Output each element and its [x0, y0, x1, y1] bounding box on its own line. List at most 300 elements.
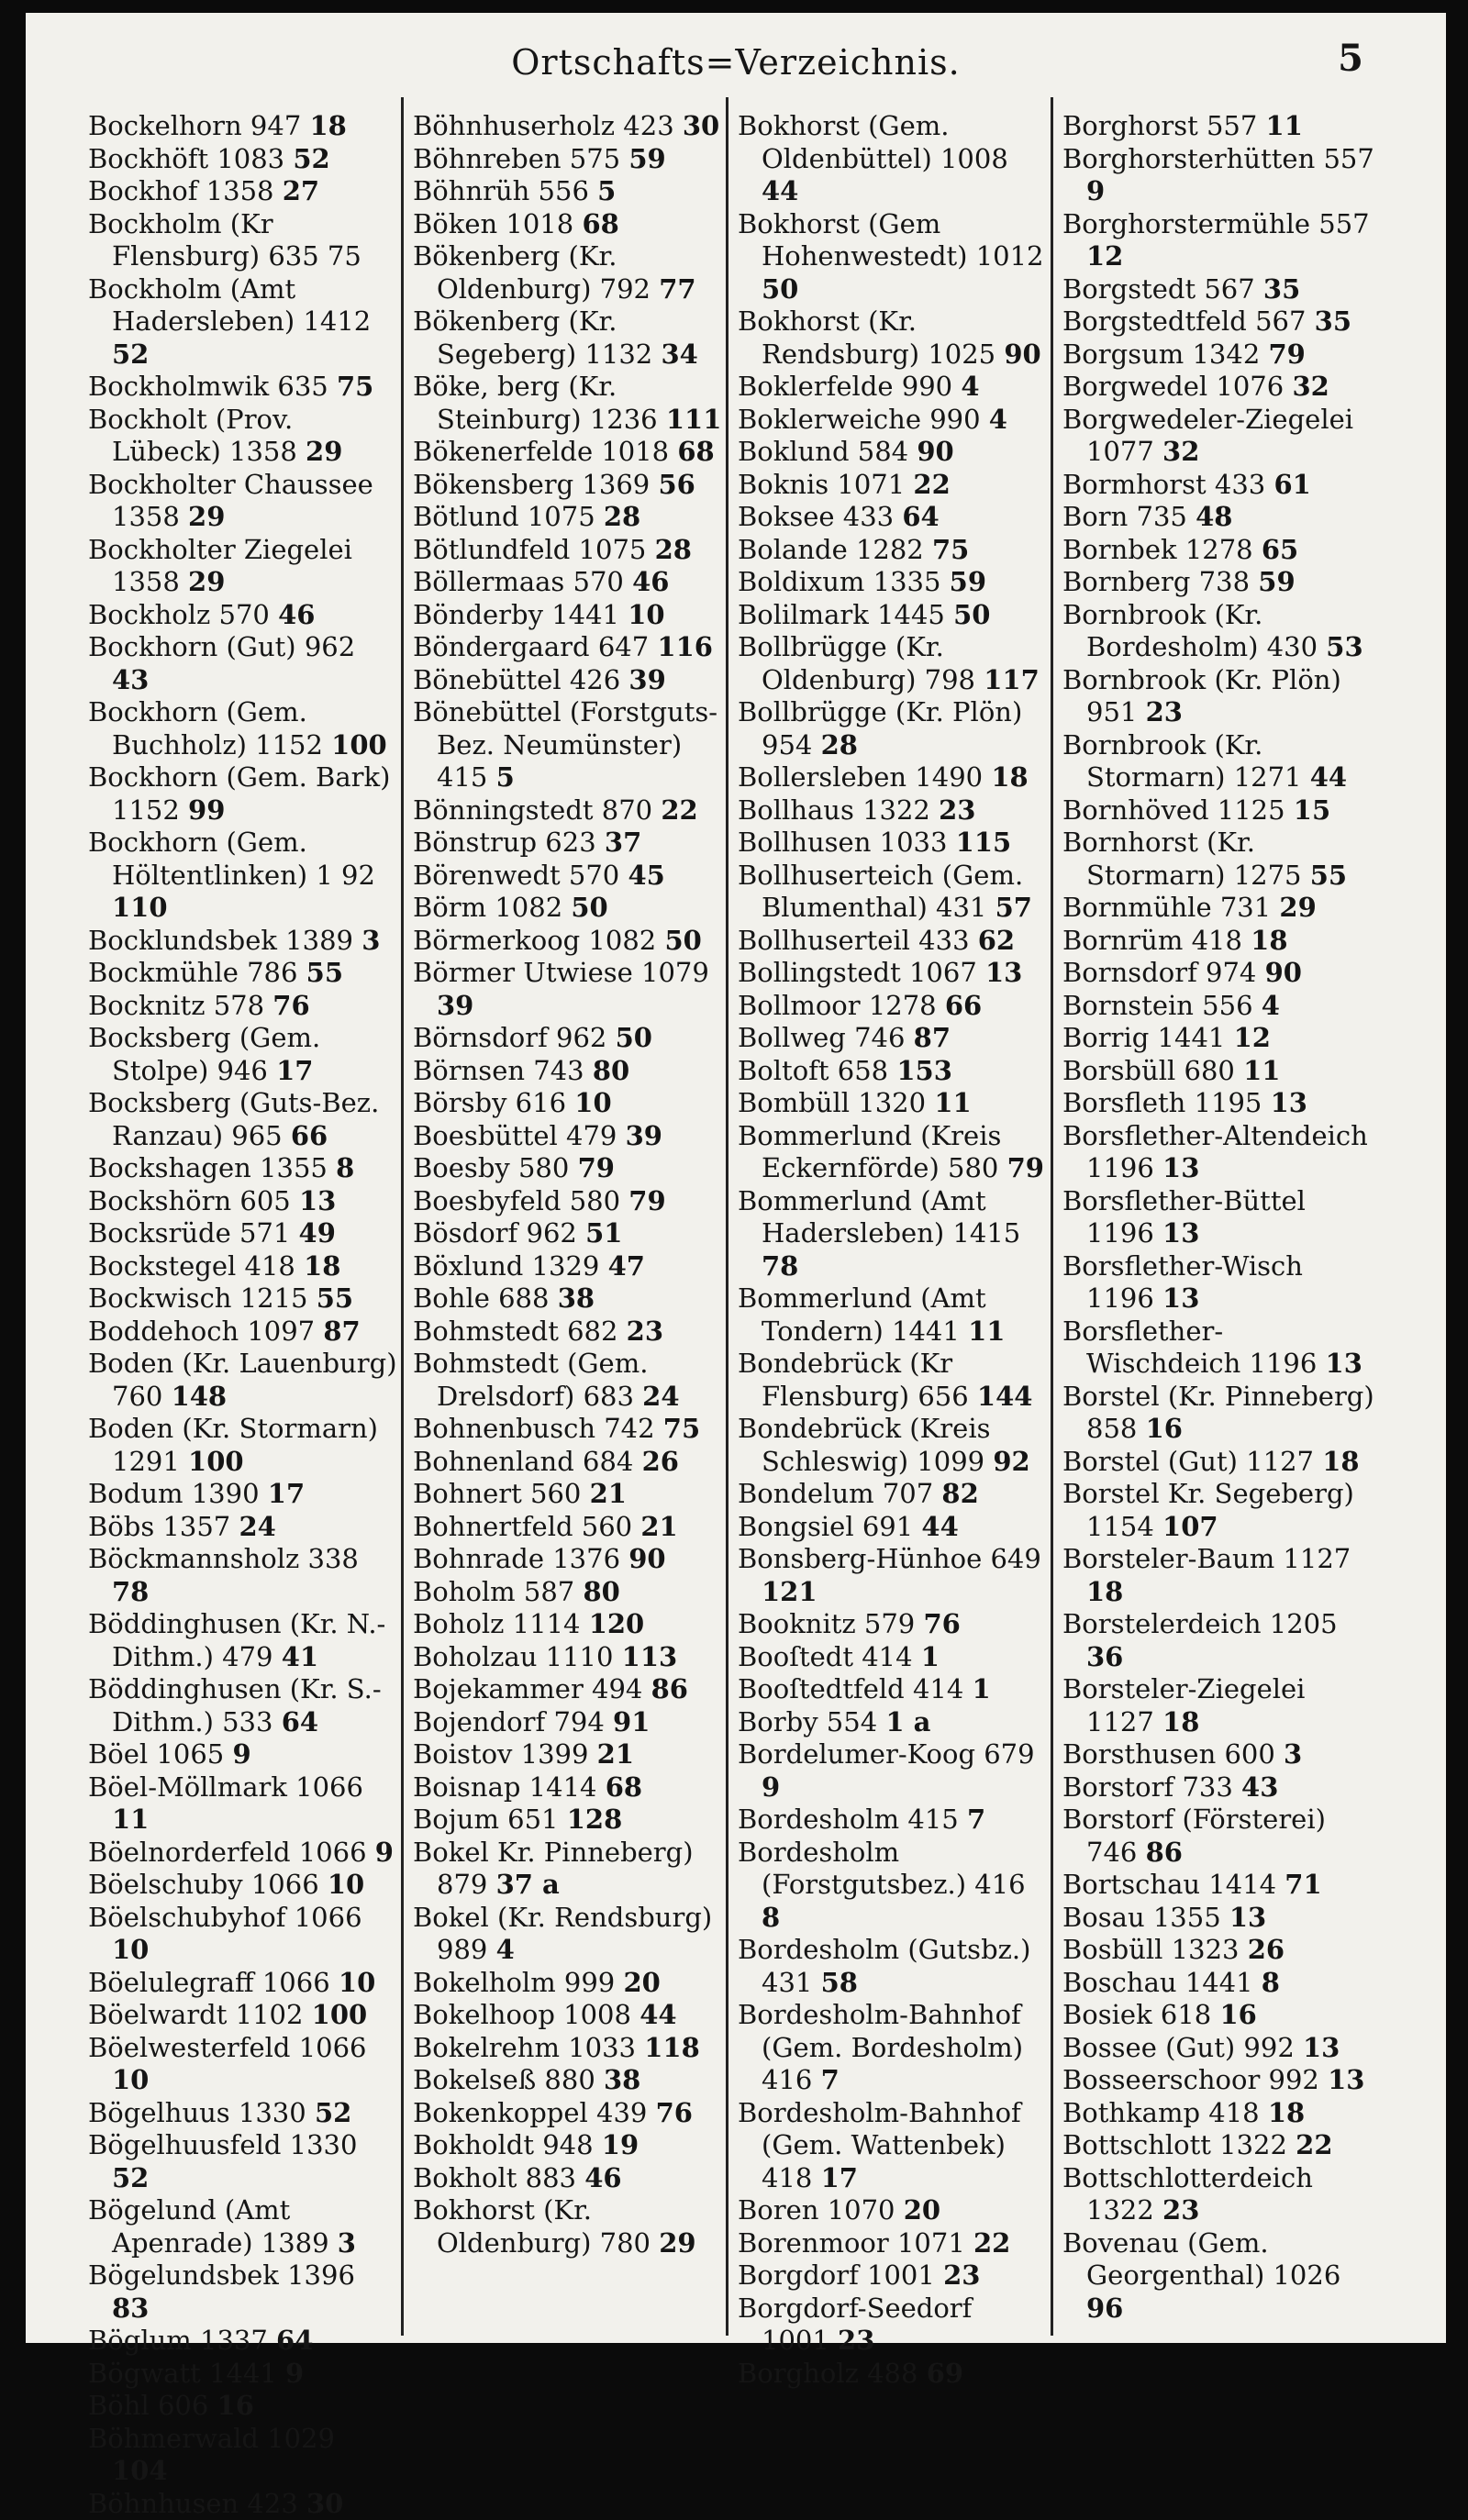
reference-number: 12 [1086, 240, 1123, 272]
place-name: Bodum 1390 [88, 1478, 260, 1509]
place-name: Bockshagen 1355 [88, 1152, 328, 1183]
reference-number: 9 [232, 1738, 250, 1770]
place-name: Börmer Utwiese 1079 [413, 957, 709, 988]
index-entry [413, 1771, 722, 1804]
reference-number: 38 [558, 1282, 595, 1314]
reference-number: 100 [312, 1999, 368, 2030]
place-name: Borstelerdeich 1205 [1062, 1608, 1338, 1639]
place-name: Bögwatt 1441 [88, 2358, 277, 2389]
reference-number: 16 [217, 2390, 254, 2421]
reference-number: 87 [323, 1316, 360, 1347]
index-entry [738, 696, 1047, 761]
place-name: Bollbrügge (Kr. Plön) 954 [738, 696, 1022, 760]
index-entry [88, 2259, 397, 2325]
place-name: Bokel Kr. Pinneberg) 879 [413, 1837, 694, 1901]
place-name: Borghorstermühle 557 [1062, 208, 1370, 239]
place-name: Böhnrüh 556 [413, 175, 589, 206]
reference-number: 55 [317, 1282, 353, 1314]
place-name: Bommerlund (Kreis Eckernförde) 580 [738, 1120, 1001, 1184]
place-name: Bornrüm 418 [1062, 925, 1242, 956]
place-name: Bordesholm-Bahnhof (Gem. Bordesholm) 416 [738, 1999, 1023, 2095]
index-entry [88, 208, 397, 273]
reference-number: 9 [1086, 175, 1105, 206]
place-name: Bögelhuus 1330 [88, 2097, 306, 2128]
place-name: Bornberg 738 [1062, 566, 1250, 597]
index-entry [1062, 957, 1374, 990]
place-name: Bökensberg 1369 [413, 469, 650, 500]
index-entry [738, 1087, 1047, 1120]
reference-number: 59 [1258, 566, 1295, 597]
place-name: Boschau 1441 [1062, 1967, 1253, 1998]
reference-number: 4 [989, 404, 1007, 435]
reference-number: 11 [1243, 1055, 1280, 1086]
place-name: Bockhorn (Gem. Bark) 1152 [88, 761, 390, 826]
place-name: Bojendorf 794 [413, 1706, 605, 1737]
place-name: Bohnertfeld 560 [413, 1511, 632, 1542]
place-name: Bockwisch 1215 [88, 1282, 308, 1314]
reference-number: 57 [995, 892, 1032, 923]
reference-number: 52 [112, 2162, 149, 2193]
index-entry [1062, 1608, 1374, 1673]
index-entry [413, 1348, 722, 1413]
place-name: Borghorst 557 [1062, 110, 1257, 141]
reference-number: 50 [664, 925, 701, 956]
place-name: Borrig 1441 [1062, 1022, 1225, 1053]
place-name: Bosiek 618 [1062, 1999, 1211, 2030]
index-entry [88, 1673, 397, 1738]
index-entry [413, 1576, 722, 1609]
place-name: Bommerlund (Amt Tondern) 1441 [738, 1282, 986, 1347]
place-name: Bormhorst 433 [1062, 469, 1265, 500]
index-entry [738, 469, 1047, 502]
index-entry [88, 1967, 397, 2000]
reference-number: 35 [1263, 273, 1300, 305]
place-name: Bönebüttel 426 [413, 664, 620, 695]
index-entry [413, 1641, 722, 1674]
place-name: Boren 1070 [738, 2194, 895, 2226]
index-entry [88, 1022, 397, 1087]
index-entry [88, 1087, 397, 1152]
place-name: Böelulegraff 1066 [88, 1967, 330, 1998]
place-name: Böelschubyhof 1066 [88, 1902, 362, 1933]
index-entry [1062, 2032, 1374, 2065]
place-name: Bötlundfeld 1075 [413, 534, 646, 565]
index-entry [88, 1543, 397, 1608]
index-entry [413, 827, 722, 860]
index-entry [413, 1478, 722, 1511]
reference-number: 34 [661, 339, 697, 370]
index-entry [88, 990, 397, 1023]
index-entry [1062, 1934, 1374, 1967]
place-name: Bordesholm 415 [738, 1804, 959, 1835]
index-entry [738, 631, 1047, 696]
place-name: Borenmoor 1071 [738, 2227, 965, 2259]
reference-number: 128 [567, 1804, 623, 1835]
place-name: Böckmannsholz 338 [88, 1543, 359, 1574]
place-name: Bockholm (Kr Flensburg) 635 75 [88, 208, 361, 272]
reference-number: 11 [934, 1087, 971, 1118]
place-name: Böken 1018 [413, 208, 573, 239]
place-name: Börenwedt 570 [413, 860, 619, 891]
place-name: Borsfleth 1195 [1062, 1087, 1262, 1118]
index-entry [413, 1738, 722, 1771]
index-entry [88, 1478, 397, 1511]
place-name: Bönstrup 623 [413, 827, 596, 858]
index-entry [88, 1771, 397, 1837]
index-entry [413, 1152, 722, 1185]
place-name: Bondebrück (Kr Flensburg) 656 [738, 1348, 969, 1412]
reference-number: 115 [956, 827, 1012, 858]
place-name: Borgsum 1342 [1062, 339, 1260, 370]
place-name: Börnsdorf 962 [413, 1022, 606, 1053]
index-entry [738, 1706, 1047, 1739]
place-name: Borgwedel 1076 [1062, 371, 1284, 402]
index-entry [738, 2259, 1047, 2292]
index-entry [413, 1022, 722, 1055]
index-entry [1062, 566, 1374, 599]
place-name: Bohnrade 1376 [413, 1543, 620, 1574]
reference-number: 91 [613, 1706, 650, 1737]
index-entry [413, 143, 722, 176]
place-name: Bokhorst (Kr. Oldenburg) 780 [413, 2194, 651, 2259]
reference-number: 44 [1310, 761, 1347, 793]
index-entry [1062, 2129, 1374, 2162]
place-name: Bocksberg (Guts-Bez. Ranzau) 965 [88, 1087, 379, 1151]
index-entry [413, 1185, 722, 1218]
index-entry [1062, 1967, 1374, 2000]
place-name: Bockholmwik 635 [88, 371, 328, 402]
reference-number: 39 [628, 664, 665, 695]
index-entry [1062, 1804, 1374, 1869]
index-entry [413, 566, 722, 599]
reference-number: 68 [677, 436, 714, 467]
index-entry [738, 761, 1047, 794]
place-name: Bombüll 1320 [738, 1087, 926, 1118]
reference-number: 100 [331, 729, 387, 760]
reference-number: 80 [583, 1576, 619, 1607]
place-name: Borstorf (Försterei) 746 [1062, 1804, 1326, 1868]
place-name: Boholm 587 [413, 1576, 574, 1607]
index-entry [413, 436, 722, 469]
reference-number: 10 [112, 2064, 149, 2095]
place-name: Bökenberg (Kr. Segeberg) 1132 [413, 305, 652, 370]
index-entry [738, 599, 1047, 632]
index-entry [413, 110, 722, 143]
index-entry [413, 1282, 722, 1316]
place-name: Boesbüttel 479 [413, 1120, 617, 1151]
reference-number: 52 [315, 2097, 351, 2128]
index-entry [413, 1055, 722, 1088]
index-entry [738, 957, 1047, 990]
reference-number: 80 [593, 1055, 629, 1086]
reference-number: 90 [1004, 339, 1040, 370]
place-name: Bokholdt 948 [413, 2129, 594, 2160]
page-number: 5 [1338, 37, 1363, 80]
place-name: Bossеerschoor 992 [1062, 2064, 1319, 2095]
reference-number: 13 [1303, 2032, 1340, 2063]
reference-number: 43 [112, 664, 149, 695]
place-name: Bottschlott 1322 [1062, 2129, 1287, 2160]
index-entry [88, 2194, 397, 2259]
index-entry [88, 2325, 397, 2358]
index-entry [738, 794, 1047, 827]
index-entry [88, 957, 397, 990]
reference-number: 24 [239, 1511, 275, 1542]
reference-number: 18 [1086, 1576, 1123, 1607]
place-name: Born 735 [1062, 501, 1187, 532]
reference-number: 43 [1241, 1771, 1278, 1803]
reference-number: 59 [628, 143, 665, 174]
reference-number: 27 [283, 175, 319, 206]
index-entry [1062, 1055, 1374, 1088]
place-name: Boden (Kr. Stormarn) 1291 [88, 1413, 378, 1477]
place-name: Bokhorst (Kr. Rendsburg) 1025 [738, 305, 995, 370]
reference-number: 48 [1196, 501, 1232, 532]
place-name: Böhnhuserholz 423 [413, 110, 674, 141]
reference-number: 18 [1162, 1706, 1199, 1737]
reference-number: 20 [904, 2194, 940, 2226]
reference-number: 52 [112, 339, 149, 370]
reference-number: 3 [1284, 1738, 1302, 1770]
place-name: Bordesholm (Gutsbz.) 431 [738, 1934, 1030, 1998]
place-name: Bockholz 570 [88, 599, 270, 630]
reference-number: 11 [968, 1316, 1005, 1347]
reference-number: 18 [1322, 1446, 1359, 1477]
place-name: Borgwedeler-Ziegelei 1077 [1062, 404, 1353, 468]
index-entry [88, 1902, 397, 1967]
place-name: Bokelrehm 1033 [413, 2032, 636, 2063]
index-entry [738, 1478, 1047, 1511]
reference-number: 23 [1146, 696, 1183, 727]
place-name: Boltoft 658 [738, 1055, 888, 1086]
index-entry [738, 827, 1047, 860]
place-name: Borsbüll 680 [1062, 1055, 1235, 1086]
reference-number: 90 [628, 1543, 665, 1574]
reference-number: 44 [921, 1511, 958, 1542]
index-column-2 [404, 97, 728, 2336]
index-entry [1062, 1543, 1374, 1608]
reference-number: 29 [306, 436, 342, 467]
place-name: Boholz 1114 [413, 1608, 580, 1639]
reference-number: 32 [1292, 371, 1329, 402]
place-name: Borgdorf 1001 [738, 2259, 935, 2291]
place-name: Borgstedt 567 [1062, 273, 1255, 305]
reference-number: 8 [762, 1902, 780, 1933]
reference-number: 79 [578, 1152, 615, 1183]
place-name: Bögelhuusfeld 1330 [88, 2129, 357, 2160]
index-entry [738, 2227, 1047, 2260]
reference-number: 117 [984, 664, 1040, 695]
index-entry [413, 2129, 722, 2162]
reference-number: 28 [821, 729, 858, 760]
place-name: Bornbrook (Kr. Stormarn) 1271 [1062, 729, 1302, 794]
place-name: Bohnenland 684 [413, 1446, 633, 1477]
place-name: Boholzau 1110 [413, 1641, 613, 1672]
reference-number: 12 [1234, 1022, 1271, 1053]
reference-number: 46 [584, 2162, 621, 2193]
index-entry [1062, 1022, 1374, 1055]
place-name: Bokelhoop 1008 [413, 1999, 631, 2030]
place-name: Bockholter Ziegelei 1358 [88, 534, 352, 598]
place-name: Bockmühle 786 [88, 957, 297, 988]
reference-number: 77 [659, 273, 695, 305]
index-entry [413, 469, 722, 502]
reference-number: 22 [913, 469, 950, 500]
index-entry [738, 2194, 1047, 2227]
reference-number: 65 [1262, 534, 1298, 565]
reference-number: 78 [762, 1250, 798, 1282]
index-entry [413, 925, 722, 958]
index-entry [88, 469, 397, 534]
place-name: Bötlund 1075 [413, 501, 595, 532]
index-entry [1062, 404, 1374, 469]
reference-number: 68 [582, 208, 618, 239]
reference-number: 56 [658, 469, 695, 500]
reference-number: 49 [299, 1217, 336, 1249]
reference-number: 28 [604, 501, 640, 532]
index-entry [738, 1413, 1047, 1478]
index-entry [413, 892, 722, 925]
reference-number: 24 [642, 1381, 679, 1412]
index-entry [413, 1673, 722, 1706]
index-entry [738, 1055, 1047, 1088]
reference-number: 144 [977, 1381, 1033, 1412]
place-name: Bokelseß 880 [413, 2064, 595, 2095]
index-entry [88, 534, 397, 599]
index-entry [413, 696, 722, 794]
index-entry [88, 1250, 397, 1283]
place-name: Bollingstedt 1067 [738, 957, 977, 988]
reference-number: 21 [590, 1478, 627, 1509]
place-name: Bockstegel 418 [88, 1250, 295, 1282]
reference-number: 7 [967, 1804, 985, 1835]
index-entry [88, 2390, 397, 2423]
reference-number: 99 [188, 794, 225, 826]
place-name: Bockshörn 605 [88, 1185, 291, 1216]
index-entry [413, 1087, 722, 1120]
index-entry [413, 534, 722, 567]
reference-number: 17 [268, 1478, 305, 1509]
place-name: Böelschuby 1066 [88, 1869, 319, 1900]
reference-number: 76 [656, 2097, 693, 2128]
index-entry [1062, 1381, 1374, 1446]
index-entry [88, 925, 397, 958]
place-name: Bordesholm-Bahnhof (Gem. Wattenbek) 418 [738, 2097, 1021, 2193]
index-entry [413, 1120, 722, 1153]
place-name: Boklerweiche 990 [738, 404, 981, 435]
reference-number: 52 [293, 143, 329, 174]
place-name: Borsteler-Baum 1127 [1062, 1543, 1351, 1574]
index-entry [1062, 1738, 1374, 1771]
reference-number: 121 [762, 1576, 817, 1607]
index-entry [1062, 2097, 1374, 2130]
index-entry [88, 1185, 397, 1218]
index-entry [413, 957, 722, 1022]
index-entry [413, 664, 722, 697]
place-name: Böglum 1337 [88, 2325, 268, 2356]
reference-number: 36 [1086, 1641, 1123, 1672]
place-name: Bockelhorn 947 [88, 110, 301, 141]
place-name: Borby 554 [738, 1706, 877, 1737]
place-name: Bockhof 1358 [88, 175, 273, 206]
place-name: Böhl 606 [88, 2390, 208, 2421]
place-name: Bornhorst (Kr. Stormarn) 1275 [1062, 827, 1302, 891]
reference-number: 79 [628, 1185, 665, 1216]
reference-number: 23 [939, 794, 975, 826]
reference-number: 64 [902, 501, 939, 532]
index-entry [1062, 1185, 1374, 1250]
index-entry [738, 1608, 1047, 1641]
reference-number: 75 [932, 534, 969, 565]
reference-number: 18 [1251, 925, 1287, 956]
index-entry [413, 2032, 722, 2065]
index-entry [88, 696, 397, 761]
index-entry [738, 566, 1047, 599]
place-name: Bollersleben 1490 [738, 761, 983, 793]
place-name: Boden (Kr. Lauenburg) 760 [88, 1348, 397, 1412]
index-entry [738, 1673, 1047, 1706]
reference-number: 62 [978, 925, 1015, 956]
place-name: Bösdorf 962 [413, 1217, 577, 1249]
reference-number: 10 [628, 599, 664, 630]
reference-number: 8 [1262, 1967, 1280, 1998]
index-entry [413, 1446, 722, 1479]
place-name: Boddehoch 1097 [88, 1316, 315, 1347]
index-entry [1062, 501, 1374, 534]
reference-number: 82 [941, 1478, 978, 1509]
place-name: Bönningstedt 870 [413, 794, 652, 826]
reference-number: 13 [985, 957, 1022, 988]
reference-number: 17 [276, 1055, 313, 1086]
reference-number: 20 [623, 1967, 660, 1998]
reference-number: 4 [961, 371, 979, 402]
index-entry [738, 1999, 1047, 2097]
place-name: Bocknitz 578 [88, 990, 264, 1021]
index-column-3 [728, 97, 1053, 2336]
reference-number: 22 [973, 2227, 1010, 2259]
place-name: Boknis 1071 [738, 469, 905, 500]
reference-number: 79 [1007, 1152, 1044, 1183]
reference-number: 21 [640, 1511, 677, 1542]
index-entry [413, 1967, 722, 2000]
reference-number: 90 [917, 436, 953, 467]
place-name: Bottschlotterdeich 1322 [1062, 2162, 1313, 2226]
reference-number: 10 [112, 1934, 149, 1965]
index-entry [1062, 1087, 1374, 1120]
index-entry [413, 240, 722, 305]
place-name: Bondebrück (Kreis Schleswig) 1099 [738, 1413, 990, 1477]
reference-number: 16 [1146, 1413, 1183, 1444]
place-name: Boldixum 1335 [738, 566, 940, 597]
place-name: Böddinghusen (Kr. S.-Dithm.) 533 [88, 1673, 382, 1737]
index-entry [88, 1999, 397, 2032]
place-name: Borstorf 733 [1062, 1771, 1233, 1803]
place-name: Boksee 433 [738, 501, 894, 532]
index-entry [738, 2097, 1047, 2195]
index-entry [738, 1738, 1047, 1804]
index-entry [738, 501, 1047, 534]
reference-number: 5 [597, 175, 616, 206]
reference-number: 148 [172, 1381, 228, 1412]
place-name: Boesbyfeld 580 [413, 1185, 620, 1216]
place-name: Bohle 688 [413, 1282, 549, 1314]
index-entry [1062, 1316, 1374, 1381]
place-name: Bollbrügge (Kr. Oldenburg) 798 [738, 631, 975, 695]
index-entry [413, 631, 722, 664]
place-name: Bothkamp 418 [1062, 2097, 1260, 2128]
reference-number: 28 [655, 534, 692, 565]
index-entry [1062, 1120, 1374, 1185]
